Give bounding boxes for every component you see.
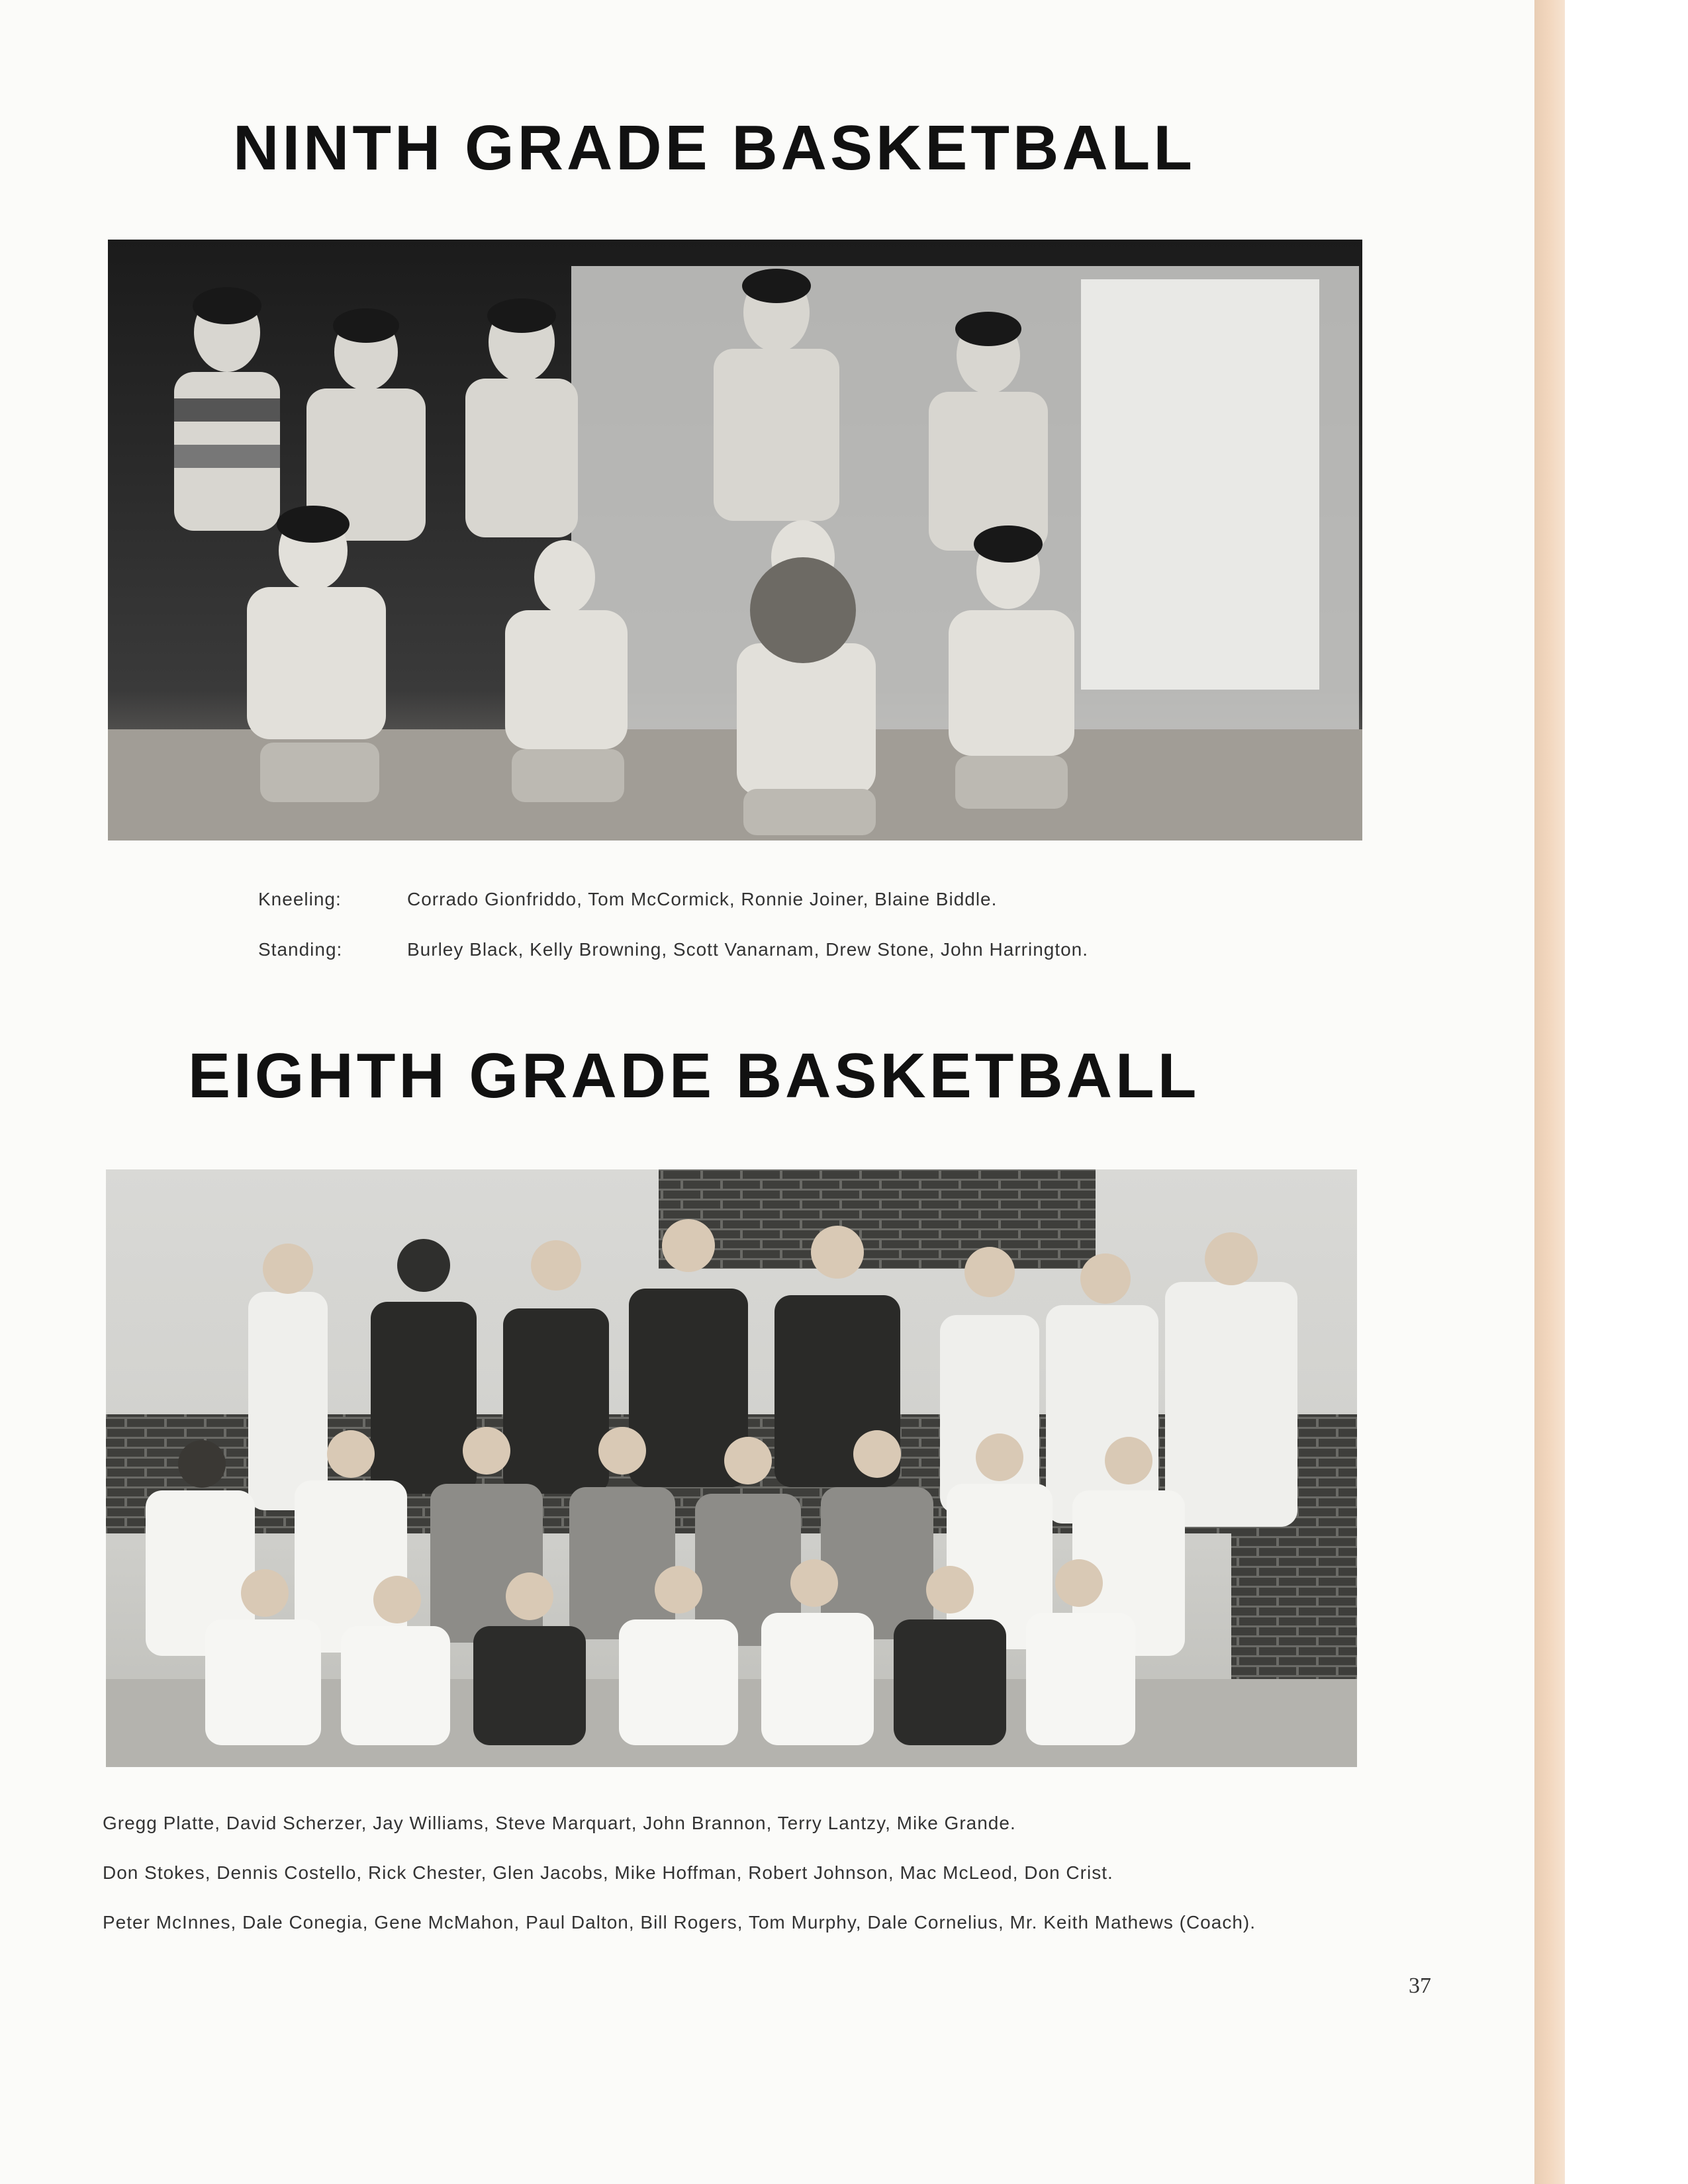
page-number: 37 (1409, 1974, 1431, 1998)
standing-label: Standing: (258, 939, 343, 960)
eighth-grade-row-1: Gregg Platte, David Scherzer, Jay Williams, Steve Marquart, John Brannon, Terry Lantzy, Mike Grande. (103, 1813, 1016, 1833)
ninth-grade-photo-art (108, 240, 1362, 841)
eighth-grade-title: EIGHTH GRADE BASKETBALL (188, 1040, 1200, 1111)
eighth-grade-row-2: Don Stokes, Dennis Costello, Rick Chester, Glen Jacobs, Mike Hoffman, Robert Johnson, Mac McLeod, Don Crist. (103, 1862, 1113, 1883)
kneeling-label: Kneeling: (258, 889, 342, 909)
page-edge (1534, 0, 1565, 2184)
standing-names: Burley Black, Kelly Browning, Scott Vanarnam, Drew Stone, John Harrington. (407, 939, 1089, 960)
eighth-grade-photo-art (106, 1169, 1357, 1767)
ninth-grade-team-photo (108, 240, 1362, 841)
ninth-grade-title: NINTH GRADE BASKETBALL (233, 113, 1196, 183)
kneeling-names: Corrado Gionfriddo, Tom McCormick, Ronnie Joiner, Blaine Biddle. (407, 889, 998, 909)
eighth-grade-team-photo (106, 1169, 1357, 1767)
eighth-grade-row-3: Peter McInnes, Dale Conegia, Gene McMahon, Paul Dalton, Bill Rogers, Tom Murphy, Dale Cornelius, Mr. Keith Mathews (Coach). (103, 1912, 1256, 1933)
